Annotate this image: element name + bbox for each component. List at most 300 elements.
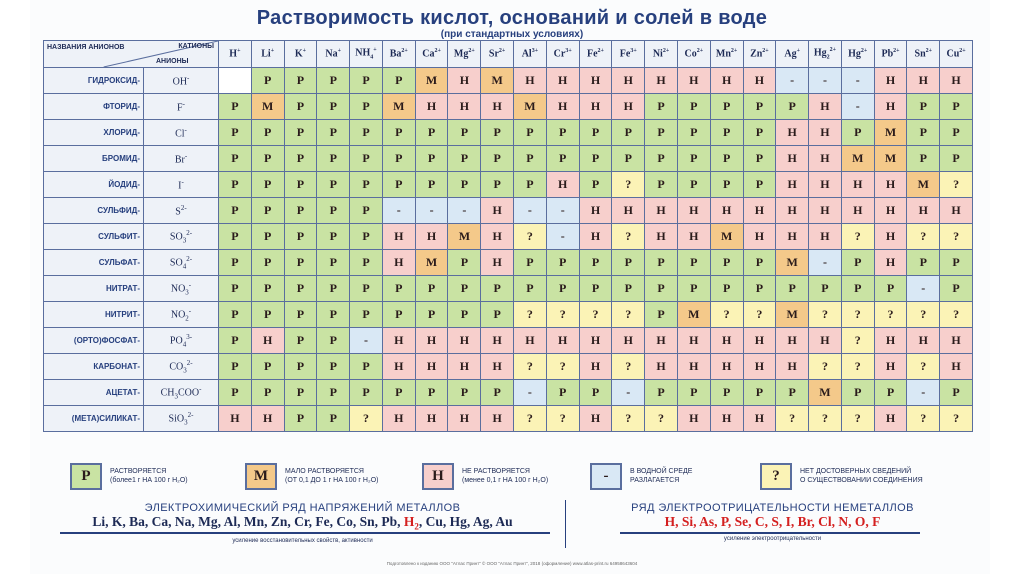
anion-name: АЦЕТАТ-: [44, 380, 144, 406]
cation-header: [415, 41, 448, 68]
solubility-cell: Р: [219, 94, 252, 120]
solubility-cell: Н: [940, 354, 973, 380]
solubility-cell: Н: [874, 406, 907, 432]
solubility-cell: -: [907, 380, 940, 406]
solubility-cell: Р: [907, 250, 940, 276]
solubility-cell: ?: [841, 328, 874, 354]
solubility-cell: ?: [579, 302, 612, 328]
anion-formula: [144, 198, 219, 224]
corner-names-label: НАЗВАНИЯ АНИОНОВ: [47, 44, 125, 51]
solubility-cell: Р: [940, 276, 973, 302]
cation-symbol: Fe: [619, 48, 631, 60]
solubility-cell: Р: [219, 250, 252, 276]
anion-charge: 2-: [186, 254, 193, 263]
solubility-cell: -: [514, 380, 547, 406]
anion-formula: [144, 406, 219, 432]
solubility-cell: Н: [448, 328, 481, 354]
solubility-cell: Р: [350, 68, 383, 94]
cation-header: [743, 41, 776, 68]
solubility-cell: Р: [514, 146, 547, 172]
solubility-cell: Н: [251, 328, 284, 354]
solubility-cell: Н: [382, 250, 415, 276]
solubility-cell: Н: [645, 198, 678, 224]
solubility-cell: Н: [743, 406, 776, 432]
cation-header: [317, 41, 350, 68]
solubility-cell: Р: [514, 120, 547, 146]
solubility-cell: Н: [809, 224, 842, 250]
footer-credits: Подготовлено к изданию ООО "Атлас Принт" © ООО "Атлас Принт", 2018 (оформление) www.atlas-print.ru 64958643604: [386, 561, 638, 566]
metals-hydrogen-index: 2: [414, 521, 419, 532]
solubility-cell: Н: [874, 250, 907, 276]
solubility-cell: Р: [284, 380, 317, 406]
solubility-cell: Н: [874, 328, 907, 354]
solubility-cell: Н: [579, 224, 612, 250]
cation-header: [874, 41, 907, 68]
solubility-cell: Р: [481, 302, 514, 328]
solubility-cell: Р: [612, 120, 645, 146]
solubility-cell: Н: [612, 328, 645, 354]
solubility-cell: ?: [710, 302, 743, 328]
solubility-cell: Н: [776, 224, 809, 250]
page-title: Растворимость кислот, оснований и солей в воде: [256, 7, 768, 29]
solubility-cell: Р: [382, 380, 415, 406]
metals-before: Li, K, Ba, Ca, Na, Mg, Al, Mn, Zn, Cr, Fe, Co, Sn, Pb,: [92, 514, 404, 529]
solubility-cell: Р: [284, 94, 317, 120]
solubility-cell: Н: [579, 198, 612, 224]
solubility-cell: Р: [677, 250, 710, 276]
solubility-cell: Р: [874, 380, 907, 406]
solubility-cell: ?: [514, 354, 547, 380]
solubility-cell: Н: [546, 328, 579, 354]
solubility-cell: Н: [514, 68, 547, 94]
cation-charge: +: [270, 48, 275, 55]
cation-header: [645, 41, 678, 68]
solubility-cell: Р: [677, 172, 710, 198]
solubility-cell: Р: [317, 328, 350, 354]
solubility-cell: -: [382, 198, 415, 224]
anion-formula-base: OH: [172, 76, 188, 88]
anion-formula: [144, 224, 219, 250]
solubility-cell: М: [710, 224, 743, 250]
solubility-cell: Н: [809, 94, 842, 120]
solubility-cell: Н: [743, 68, 776, 94]
solubility-cell: ?: [907, 354, 940, 380]
cation-header: [219, 41, 252, 68]
cation-symbol: Hg: [813, 47, 827, 59]
solubility-cell: Р: [841, 276, 874, 302]
anion-name: ЙОДИД-: [44, 172, 144, 198]
solubility-cell: Н: [940, 328, 973, 354]
cations-header-row: [44, 41, 973, 68]
solubility-cell: Н: [776, 146, 809, 172]
solubility-cell: Р: [251, 380, 284, 406]
solubility-cell: Р: [481, 276, 514, 302]
solubility-cell: Р: [382, 68, 415, 94]
solubility-cell: ?: [546, 302, 579, 328]
solubility-cell: Н: [546, 68, 579, 94]
solubility-cell: -: [415, 198, 448, 224]
legend-text: В ВОДНОЙ СРЕДЕ РАЗЛАГАЕТСЯ: [630, 468, 693, 484]
cation-charge: 2+: [401, 48, 408, 55]
solubility-cell: Р: [645, 146, 678, 172]
metals-series-title: ЭЛЕКТРОХИМИЧЕСКИЙ РЯД НАПРЯЖЕНИЙ МЕТАЛЛОВ: [144, 502, 461, 514]
anion-formula-base: CO: [169, 361, 184, 373]
cation-header: [382, 41, 415, 68]
metals-arrow: [60, 532, 550, 534]
cation-header: [251, 41, 284, 68]
solubility-cell: Н: [415, 224, 448, 250]
solubility-cell: Р: [645, 172, 678, 198]
cation-symbol: Pb: [881, 48, 894, 60]
cation-header: [841, 41, 874, 68]
cation-symbol: Zn: [750, 48, 763, 60]
solubility-cell: Р: [841, 380, 874, 406]
anion-charge: -: [184, 125, 187, 134]
anion-name: СУЛЬФИД-: [44, 198, 144, 224]
solubility-cell: -: [514, 198, 547, 224]
anion-row: [44, 120, 973, 146]
solubility-cell: Н: [579, 354, 612, 380]
solubility-cell: Р: [251, 224, 284, 250]
solubility-cell: Н: [415, 94, 448, 120]
solubility-cell: Р: [284, 146, 317, 172]
solubility-cell: Р: [219, 198, 252, 224]
solubility-cell: Р: [284, 354, 317, 380]
solubility-cell: ?: [645, 406, 678, 432]
cation-charge: 2+: [696, 48, 704, 55]
legend-text: МАЛО РАСТВОРЯЕТСЯ (ОТ 0,1 ДО 1 г НА 100 г H₂O): [285, 468, 379, 484]
solubility-cell: ?: [809, 302, 842, 328]
solubility-cell: Р: [317, 380, 350, 406]
solubility-cell: ?: [809, 406, 842, 432]
solubility-cell: Р: [219, 120, 252, 146]
solubility-cell: Р: [284, 276, 317, 302]
anion-formula: [144, 302, 219, 328]
cation-charge: 2+: [498, 48, 506, 55]
solubility-cell: Р: [317, 68, 350, 94]
solubility-cell: Н: [776, 198, 809, 224]
solubility-cell: Р: [481, 120, 514, 146]
solubility-cell: Р: [317, 172, 350, 198]
solubility-cell: ?: [612, 302, 645, 328]
solubility-cell: Н: [907, 198, 940, 224]
solubility-cell: ?: [940, 224, 973, 250]
solubility-cell: Н: [677, 406, 710, 432]
solubility-cell: ?: [809, 354, 842, 380]
page-subtitle: (при стандартных условиях): [440, 29, 584, 40]
solubility-cell: ?: [612, 406, 645, 432]
solubility-cell: Н: [448, 94, 481, 120]
solubility-cell: Р: [743, 276, 776, 302]
solubility-cell: Н: [612, 68, 645, 94]
series-divider: [565, 500, 566, 548]
solubility-cell: Р: [350, 250, 383, 276]
anion-name: СУЛЬФИТ-: [44, 224, 144, 250]
nonmetals-series: [575, 502, 970, 542]
solubility-cell: М: [415, 68, 448, 94]
anion-formula-index: 3: [174, 392, 178, 401]
solubility-cell: Н: [743, 354, 776, 380]
cation-symbol: Sr: [488, 48, 499, 60]
solubility-cell: Р: [579, 172, 612, 198]
cation-symbol: K: [294, 48, 303, 60]
solubility-cell: Н: [382, 354, 415, 380]
solubility-cell: ?: [940, 172, 973, 198]
solubility-cell: Р: [415, 120, 448, 146]
cation-header: [940, 41, 973, 68]
solubility-cell: Н: [448, 406, 481, 432]
cation-index: 4: [370, 54, 374, 61]
table-body: [44, 68, 973, 432]
anion-formula-index: 3: [182, 236, 187, 245]
solubility-cell: Р: [251, 276, 284, 302]
solubility-cell: Р: [546, 250, 579, 276]
cation-symbol: Hg: [848, 48, 861, 60]
solubility-cell: М: [874, 120, 907, 146]
metals-series-note: усиление восстановительных свойств, активности: [232, 537, 373, 544]
solubility-cell: Р: [219, 354, 252, 380]
solubility-cell: Н: [776, 354, 809, 380]
solubility-cell: ?: [907, 224, 940, 250]
solubility-cell: Р: [382, 276, 415, 302]
solubility-cell: Р: [219, 302, 252, 328]
anion-formula-base: S: [175, 206, 181, 218]
solubility-cell: Р: [645, 380, 678, 406]
anion-charge: -: [182, 99, 185, 108]
solubility-cell: Н: [710, 354, 743, 380]
solubility-cell: Р: [284, 224, 317, 250]
cation-symbol: Mn: [715, 48, 731, 60]
anion-formula-base: Cl: [175, 128, 185, 140]
anion-charge: -: [187, 73, 190, 82]
legend-text: НЕ РАСТВОРЯЕТСЯ (менее 0,1 г НА 100 г H₂O): [462, 468, 549, 484]
solubility-cell: Н: [874, 354, 907, 380]
cation-symbol: Ba: [389, 48, 402, 60]
legend-swatch: ?: [760, 463, 792, 490]
solubility-cell: Р: [710, 120, 743, 146]
solubility-cell: М: [251, 94, 284, 120]
anion-formula: [144, 94, 219, 120]
solubility-cell: ?: [514, 302, 547, 328]
solubility-cell: Н: [645, 328, 678, 354]
cation-charge: 2+: [434, 48, 441, 55]
anion-charge: 2-: [180, 203, 187, 212]
solubility-cell: Р: [710, 146, 743, 172]
solubility-cell: Р: [448, 276, 481, 302]
solubility-cell: Н: [415, 328, 448, 354]
solubility-cell: Р: [415, 276, 448, 302]
anion-name: НИТРИТ-: [44, 302, 144, 328]
cation-symbol: Ag: [784, 48, 797, 60]
solubility-cell: ?: [874, 302, 907, 328]
solubility-cell: Н: [546, 172, 579, 198]
anion-name: СУЛЬФАТ-: [44, 250, 144, 276]
solubility-cell: Р: [350, 354, 383, 380]
solubility-cell: Р: [284, 68, 317, 94]
solubility-cell: Н: [710, 406, 743, 432]
solubility-cell: Р: [743, 250, 776, 276]
anion-row: [44, 68, 973, 94]
solubility-cell: Р: [284, 120, 317, 146]
anion-formula: [144, 276, 219, 302]
cation-header: [677, 41, 710, 68]
anion-row: [44, 198, 973, 224]
cation-charge: 3+: [565, 48, 572, 55]
solubility-cell: Н: [677, 68, 710, 94]
anion-row: [44, 380, 973, 406]
solubility-cell: -: [809, 68, 842, 94]
anion-formula-base: SO: [169, 257, 183, 269]
solubility-cell: ?: [612, 172, 645, 198]
anion-charge: 2-: [187, 410, 194, 419]
solubility-cell: Р: [514, 250, 547, 276]
solubility-cell: Р: [645, 250, 678, 276]
solubility-cell: Н: [841, 198, 874, 224]
solubility-cell: Р: [481, 380, 514, 406]
solubility-cell: Н: [710, 328, 743, 354]
solubility-cell: Н: [743, 328, 776, 354]
solubility-cell: [219, 68, 252, 94]
cation-header: [350, 41, 383, 68]
solubility-cell: Н: [809, 172, 842, 198]
solubility-cell: Р: [317, 276, 350, 302]
cation-charge: 2+: [468, 48, 475, 55]
solubility-cell: Н: [809, 146, 842, 172]
solubility-cell: ?: [546, 354, 579, 380]
anion-charge: 2-: [186, 228, 193, 237]
solubility-cell: Р: [514, 172, 547, 198]
solubility-cell: Р: [546, 380, 579, 406]
anion-name: ХЛОРИД-: [44, 120, 144, 146]
anion-formula: [144, 146, 219, 172]
solubility-cell: Р: [317, 94, 350, 120]
solubility-cell: Р: [710, 276, 743, 302]
corner-cations-label: КАТИОНЫ: [178, 43, 214, 50]
solubility-cell: Р: [776, 276, 809, 302]
solubility-cell: ?: [743, 302, 776, 328]
solubility-cell: Р: [677, 276, 710, 302]
solubility-cell: Р: [317, 250, 350, 276]
cation-charge: 3+: [531, 48, 539, 55]
solubility-cell: Р: [612, 250, 645, 276]
cation-header: [710, 41, 743, 68]
solubility-cell: Р: [251, 302, 284, 328]
solubility-cell: Н: [481, 94, 514, 120]
anion-row: [44, 250, 973, 276]
solubility-cell: Р: [579, 146, 612, 172]
anion-formula-base: NO: [170, 309, 186, 321]
solubility-cell: Р: [579, 250, 612, 276]
solubility-cell: ?: [940, 302, 973, 328]
legend-swatch: Н: [422, 463, 454, 490]
solubility-cell: Н: [874, 224, 907, 250]
solubility-cell: Н: [776, 172, 809, 198]
solubility-cell: Р: [382, 302, 415, 328]
solubility-cell: М: [776, 302, 809, 328]
anion-formula-base: CH: [160, 387, 175, 399]
solubility-cell: ?: [907, 302, 940, 328]
solubility-cell: -: [776, 68, 809, 94]
cation-symbol: Co: [684, 48, 697, 60]
solubility-cell: Р: [284, 406, 317, 432]
solubility-cell: Р: [743, 94, 776, 120]
solubility-cell: Р: [940, 120, 973, 146]
solubility-cell: ?: [841, 354, 874, 380]
solubility-cell: -: [612, 380, 645, 406]
solubility-cell: ?: [907, 406, 940, 432]
solubility-cell: Р: [645, 120, 678, 146]
anion-charge: -: [181, 177, 184, 186]
solubility-cell: Н: [874, 198, 907, 224]
solubility-cell: Р: [612, 146, 645, 172]
solubility-cell: М: [776, 250, 809, 276]
solubility-cell: -: [841, 94, 874, 120]
solubility-cell: Р: [251, 198, 284, 224]
nonmetals-series-note: усиление электроотрицательности: [723, 536, 822, 542]
solubility-cell: ?: [841, 406, 874, 432]
anion-name: (ОРТО)ФОСФАТ-: [44, 328, 144, 354]
solubility-cell: Р: [874, 276, 907, 302]
cation-charge: 2+: [829, 47, 837, 54]
solubility-cell: Р: [251, 68, 284, 94]
solubility-cell: М: [448, 224, 481, 250]
cation-symbol: Ca: [422, 48, 435, 60]
solubility-cell: Р: [317, 406, 350, 432]
solubility-cell: Р: [284, 328, 317, 354]
solubility-cell: Р: [841, 120, 874, 146]
solubility-cell: -: [809, 250, 842, 276]
solubility-cell: Р: [382, 146, 415, 172]
cation-symbol: Cu: [946, 48, 960, 60]
anion-row: [44, 406, 973, 432]
cation-symbol: Li: [261, 48, 271, 60]
cation-charge: +: [373, 47, 377, 54]
solubility-cell: Р: [645, 276, 678, 302]
cation-index: 2: [826, 54, 830, 61]
solubility-cell: Р: [710, 380, 743, 406]
anion-row: [44, 94, 973, 120]
solubility-cell: Н: [874, 68, 907, 94]
anion-charge: 3-: [186, 332, 193, 341]
cation-charge: +: [337, 48, 342, 55]
solubility-cell: Р: [448, 302, 481, 328]
solubility-cell: Н: [612, 94, 645, 120]
anion-row: [44, 328, 973, 354]
solubility-cell: Р: [645, 94, 678, 120]
anion-formula: [144, 328, 219, 354]
solubility-cell: Р: [350, 94, 383, 120]
solubility-cell: Р: [350, 302, 383, 328]
solubility-cell: Н: [809, 198, 842, 224]
solubility-cell: М: [809, 380, 842, 406]
solubility-cell: -: [907, 276, 940, 302]
cation-charge: 2+: [860, 48, 868, 55]
cation-symbol: H: [229, 48, 238, 60]
cation-charge: 2+: [925, 48, 933, 55]
solubility-cell: Н: [219, 406, 252, 432]
anion-formula-index: 4: [182, 340, 187, 349]
solubility-cell: Р: [579, 276, 612, 302]
anion-formula: [144, 68, 219, 94]
solubility-cell: ?: [841, 302, 874, 328]
solubility-cell: ?: [514, 406, 547, 432]
cation-charge: +: [302, 48, 307, 55]
cation-header: [579, 41, 612, 68]
solubility-cell: Р: [219, 328, 252, 354]
solubility-cell: Н: [579, 328, 612, 354]
nonmetals-arrow: [620, 532, 920, 534]
anion-name: ГИДРОКСИД-: [44, 68, 144, 94]
